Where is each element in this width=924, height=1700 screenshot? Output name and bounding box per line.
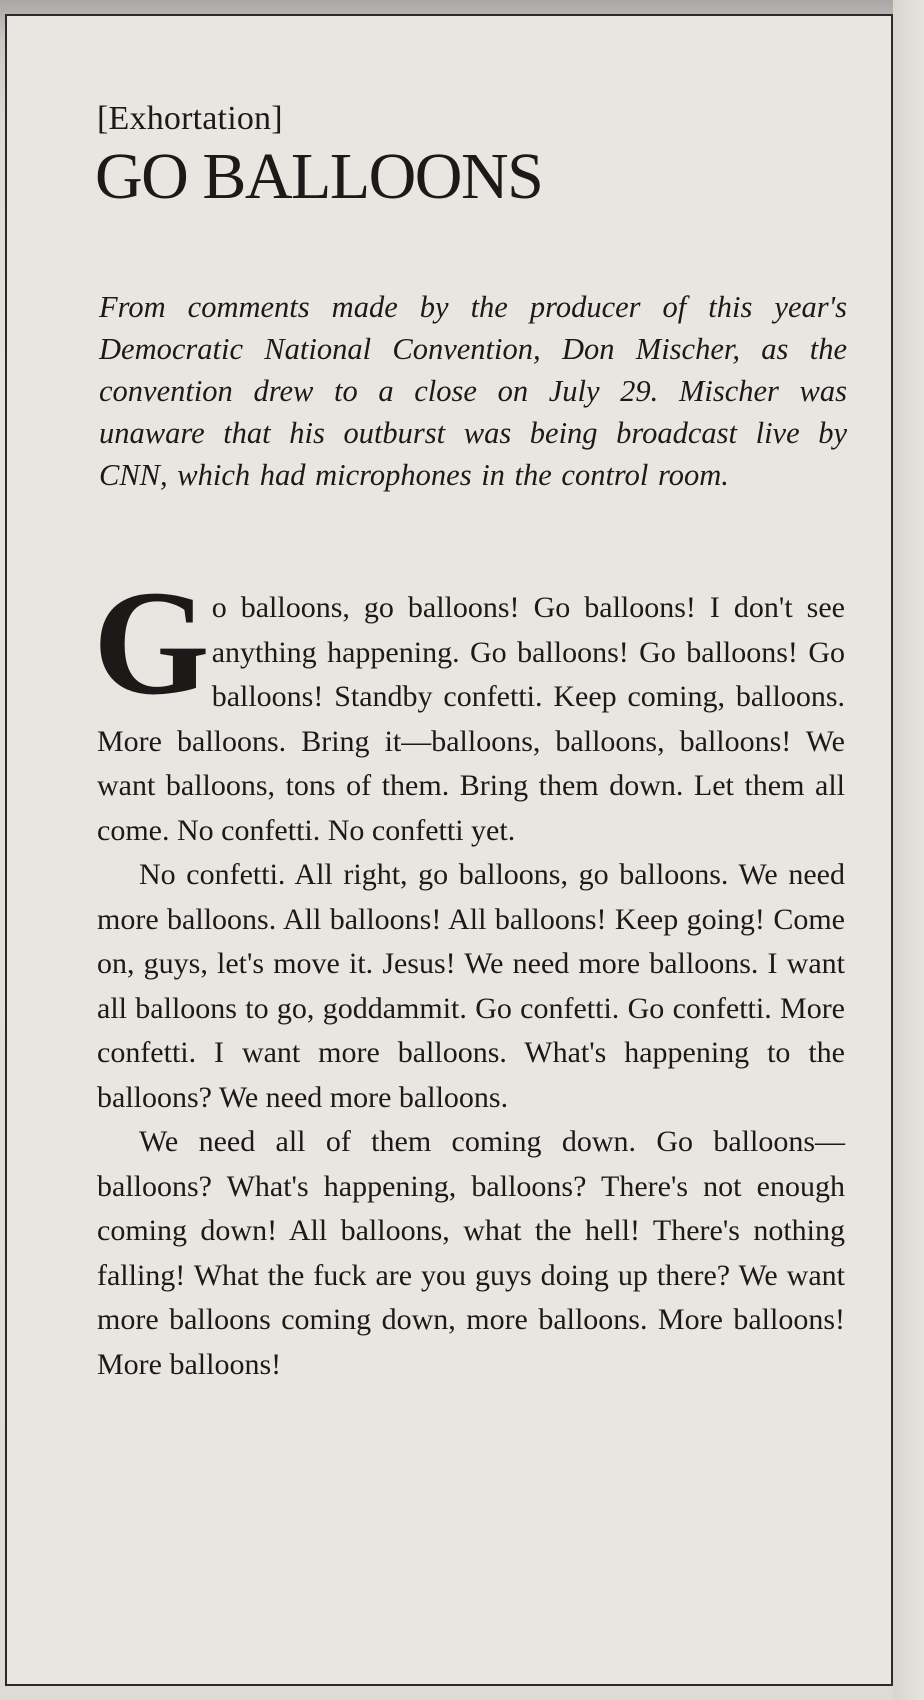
body-paragraph <box>93 560 845 853</box>
article-body <box>93 560 845 1387</box>
section-kicker: [Exhortation] <box>97 100 283 137</box>
paragraph-text: o balloons, go balloons! Go balloons! I don't see anything happening. Go balloons! Go balloons! Go balloons! Standby confetti. Keep coming, balloons. More balloons. Bring it—balloons, balloons, balloons! We want balloons, tons of them. Bring them down. Let them all come. No confetti. No confetti yet. <box>97 591 845 847</box>
body-paragraph: No confetti. All right, go balloons, go balloons. We need more balloons. All balloons! All balloons! Keep going! Come on, guys, let's move it. Jesus! We need more balloons. I want all balloons to go, goddammit. Go confetti. Go confetti. More confetti. I want more balloons. What's happening to the balloons? We need more balloons. <box>97 858 845 1114</box>
article-headline: GO BALLOONS <box>95 140 543 213</box>
drop-cap: G <box>93 560 206 726</box>
adjacent-page-edge <box>893 0 924 1700</box>
article-box <box>5 14 893 1686</box>
article-intro: From comments made by the producer of this year's Democratic National Convention, Don Mischer, as the convention drew to a close on July 29. Mischer was unaware that his outburst was being broadcast live by CNN, which had microphones in the control room. <box>99 290 847 492</box>
body-paragraph: We need all of them coming down. Go balloons—balloons? What's happening, balloons? There's not enough coming down! All balloons, what the hell! There's nothing falling! What the fuck are you guys doing up there? We want more balloons coming down, more balloons. More balloons! More balloons! <box>97 1125 845 1381</box>
